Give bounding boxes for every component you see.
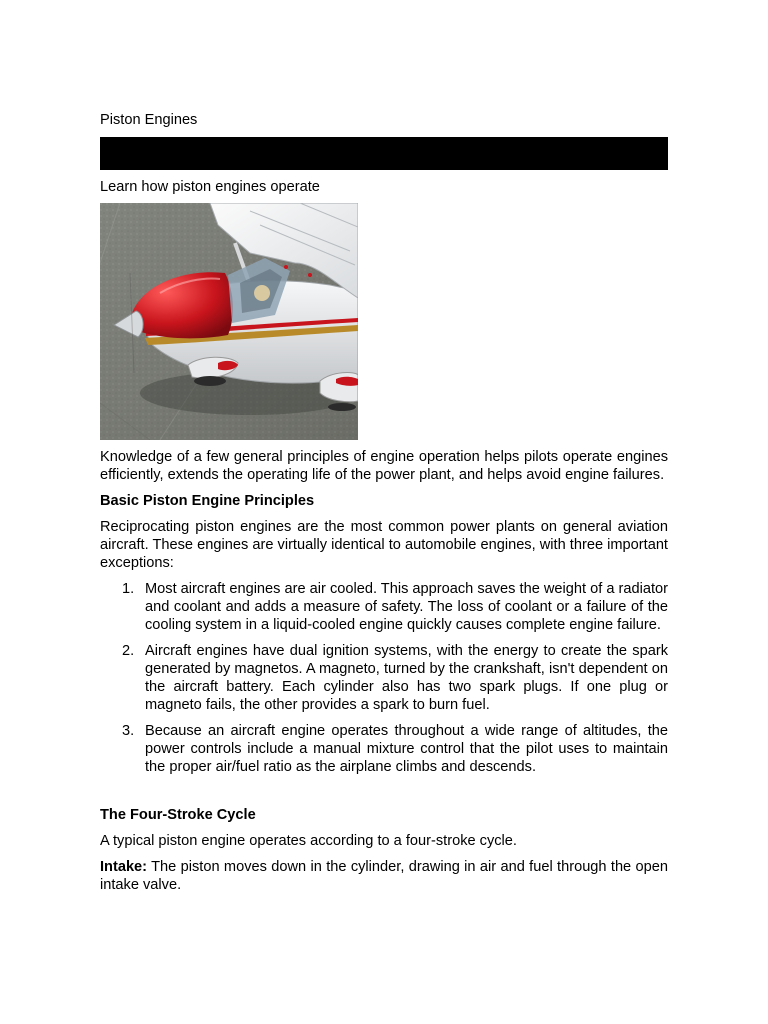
intake-paragraph (100, 858, 668, 894)
intake-label: Intake: (100, 859, 148, 875)
list-item-number: 2. (122, 643, 135, 659)
list-item-number: 1. (122, 581, 135, 597)
section-heading-basic-principles: Basic Piston Engine Principles (100, 493, 315, 509)
list-item-text: Aircraft engines have dual ignition systems, with the energy to create the spark generated by magnetos. A magneto, turned by the crankshaft, isn't dependent on the aircraft battery. Each cylinder also has two spark plugs. If one plug or magneto fails, the other provides a spark to burn fuel. (145, 643, 668, 713)
section-spacer (100, 784, 668, 798)
intake-text: The piston moves down in the cylinder, drawing in air and fuel through the open intake valve. (100, 859, 668, 893)
document-content (100, 111, 668, 894)
exceptions-list (100, 580, 668, 776)
intro-paragraph: Knowledge of a few general principles of engine operation helps pilots operate engines efficiently, extends the operating life of the power plant, and helps avoid engine failures. (100, 449, 668, 483)
list-item (122, 722, 668, 776)
airplane-photo (100, 203, 358, 440)
four-stroke-paragraph: A typical piston engine operates according to a four-stroke cycle. (100, 833, 517, 849)
list-item-text: Most aircraft engines are air cooled. This approach saves the weight of a radiator and coolant and adds a measure of safety. The loss of coolant or a failure of the cooling system in a liquid-cooled engine quickly causes complete engine failure. (145, 581, 668, 633)
section-heading-four-stroke: The Four-Stroke Cycle (100, 807, 256, 823)
list-item (122, 580, 668, 634)
title-bar (100, 137, 668, 170)
list-item (122, 642, 668, 714)
page-title: Piston Engines (100, 112, 198, 128)
airplane-photo-icon (100, 203, 358, 440)
page-subtitle: Learn how piston engines operate (100, 179, 320, 195)
list-item-number: 3. (122, 723, 135, 739)
list-item-text: Because an aircraft engine operates throughout a wide range of altitudes, the power controls include a manual mixture control that the pilot uses to maintain the proper air/fuel ratio as the airplane climbs and descends. (145, 723, 668, 775)
basic-principles-paragraph: Reciprocating piston engines are the most common power plants on general aviation aircraft. These engines are virtually identical to automobile engines, with three important exceptions: (100, 519, 668, 571)
